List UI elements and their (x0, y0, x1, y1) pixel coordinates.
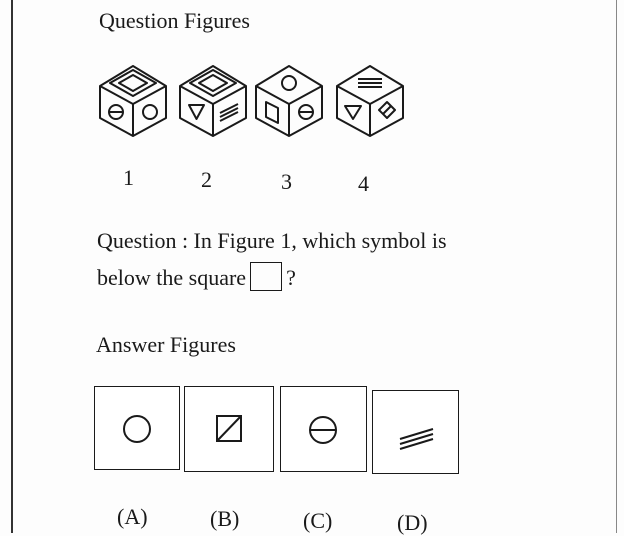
square-symbol (250, 262, 282, 291)
answer-label-a: (A) (117, 504, 148, 529)
answer-option-b[interactable] (184, 386, 274, 472)
triple-lines-icon (373, 391, 458, 473)
figure-number-1: 1 (123, 165, 134, 190)
figure-number-4: 4 (358, 171, 369, 196)
figure-number-2: 2 (201, 167, 212, 192)
cube-figure-3 (252, 61, 326, 139)
cube-figure-2 (176, 61, 250, 139)
answer-option-a[interactable] (94, 386, 180, 470)
answer-label-b: (B) (210, 506, 240, 531)
question-mark: ? (286, 265, 296, 290)
answer-option-c[interactable] (280, 386, 367, 472)
answer-option-d[interactable] (372, 390, 459, 474)
cube-figure-1 (96, 61, 170, 139)
figure-number-3: 3 (281, 169, 292, 194)
answer-figures-heading: Answer Figures (96, 332, 236, 357)
question-text-before-box: below the square (97, 265, 247, 290)
question-text-line-2 (97, 261, 296, 295)
cube-figure-4 (333, 61, 407, 139)
question-text-line-1: Question : In Figure 1, which symbol is (97, 228, 447, 253)
circle-with-bar-icon (281, 387, 366, 471)
question-figures-heading: Question Figures (99, 8, 250, 33)
circle-icon (95, 387, 179, 469)
square-with-diagonal-icon (185, 387, 273, 471)
right-margin-rule (616, 0, 617, 533)
answer-label-c: (C) (303, 508, 333, 533)
left-margin-rule (11, 0, 13, 533)
answer-label-d: (D) (397, 510, 428, 535)
